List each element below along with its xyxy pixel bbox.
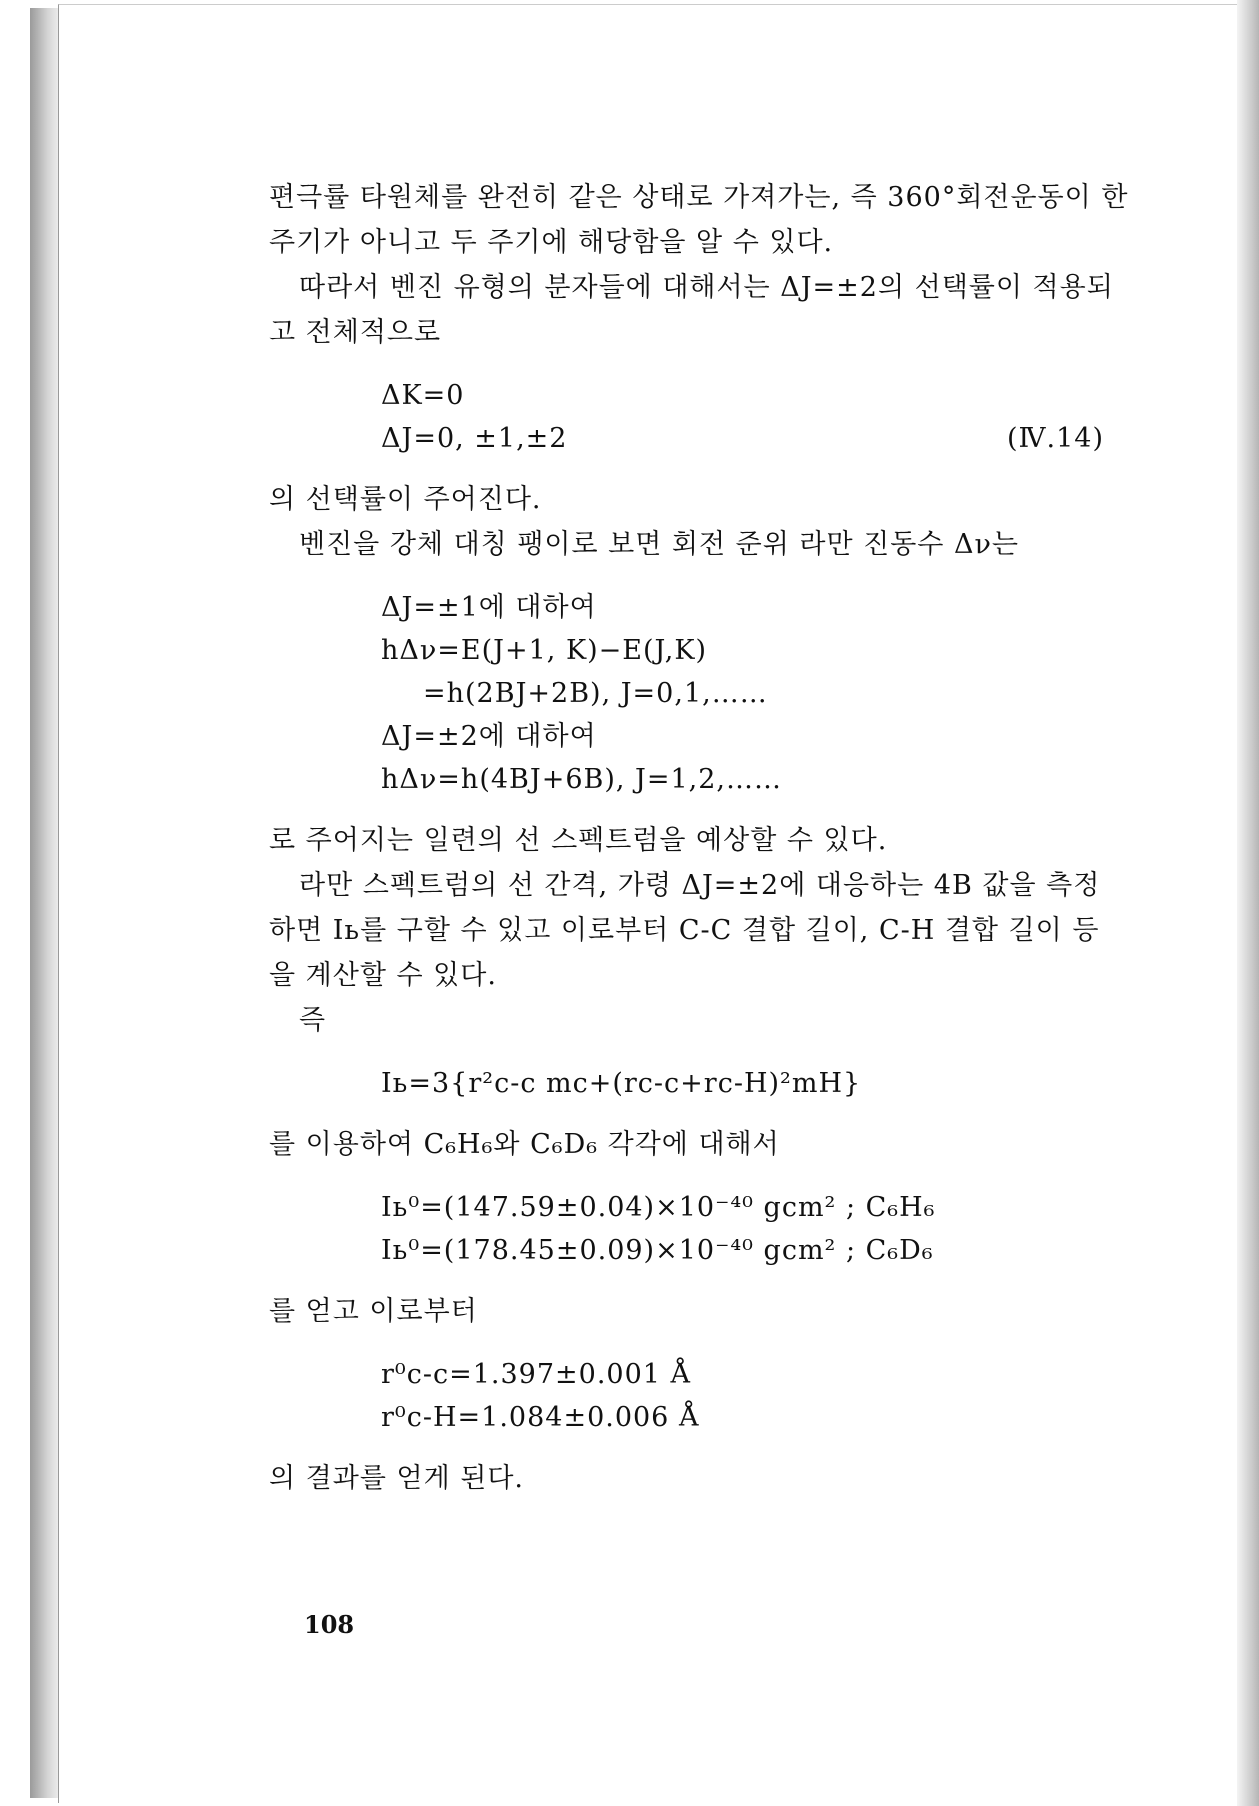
equation-moment: Iь=3{r²c-c mc+(rc-c+rc-H)²mH}	[381, 1068, 862, 1099]
paragraph-1-line-2: 주기가 아니고 두 주기에 해당함을 알 수 있다.	[269, 227, 834, 258]
equation-r-cc: r⁰c-c=1.397±0.001 Å	[381, 1359, 692, 1390]
raman-frequency-equations	[381, 585, 1159, 800]
paragraph-2-line-2: 고 전체적으로	[269, 317, 442, 348]
equation-raman-1b: =h(2BJ+2B), J=0,1,……	[423, 678, 768, 709]
equation-ib-c6h6: Iь⁰=(147.59±0.04)×10⁻⁴⁰ gcm² ; C₆H₆	[381, 1192, 936, 1223]
paragraph-10: 의 결과를 얻게 된다.	[269, 1463, 524, 1494]
equation-ib-c6d6: Iь⁰=(178.45±0.09)×10⁻⁴⁰ gcm² ; C₆D₆	[381, 1235, 934, 1266]
paragraph-9: 를 얻고 이로부터	[269, 1296, 478, 1327]
moment-of-inertia-equation	[381, 1061, 1159, 1104]
paragraph-4: 벤진을 강체 대칭 팽이로 보면 회전 준위 라만 진동수 Δν는	[299, 529, 1019, 560]
paragraph-2-line-1: 따라서 벤진 유형의 분자들에 대해서는 ΔJ=±2의 선택률이 적용되	[299, 272, 1114, 303]
equation-raman-2: hΔν=h(4BJ+6B), J=1,2,……	[381, 764, 782, 795]
paragraph-8: 를 이용하여 C₆H₆와 C₆D₆ 각각에 대해서	[269, 1129, 780, 1160]
equation-delta-k: ΔK=0	[381, 380, 465, 411]
book-page	[58, 4, 1237, 1803]
equation-raman-2-condition: ΔJ=±2에 대하여	[381, 721, 597, 752]
equation-number: (Ⅳ.14)	[1007, 423, 1104, 454]
page-number: 108	[304, 1610, 355, 1639]
paragraph-5: 로 주어지는 일련의 선 스펙트럼을 예상할 수 있다.	[269, 825, 888, 856]
page-content	[269, 175, 1159, 1501]
equation-delta-j: ΔJ=0, ±1,±2 (Ⅳ.14)	[381, 416, 1159, 459]
paragraph-7: 즉	[299, 1005, 327, 1036]
paragraph-1-line-1: 편극률 타원체를 완전히 같은 상태로 가져가는, 즉 360°회전운동이 한	[269, 182, 1129, 213]
equation-r-ch: r⁰c-H=1.084±0.006 Å	[381, 1402, 700, 1433]
selection-rule-equations	[381, 373, 1159, 459]
paragraph-6-line-3: 을 계산할 수 있다.	[269, 960, 497, 991]
paragraph-3: 의 선택률이 주어진다.	[269, 484, 542, 515]
equation-raman-1-condition: ΔJ=±1에 대하여	[381, 592, 597, 623]
equation-raman-1a: hΔν=E(J+1, K)−E(J,K)	[381, 635, 708, 666]
bond-length-equations	[381, 1352, 1159, 1438]
book-spine-shadow	[30, 8, 60, 1798]
paragraph-6-line-1: 라만 스펙트럼의 선 간격, 가령 ΔJ=±2에 대응하는 4B 값을 측정	[299, 870, 1101, 901]
measured-moment-equations	[381, 1185, 1159, 1271]
paragraph-6-line-2: 하면 Iь를 구할 수 있고 이로부터 C-C 결합 길이, C-H 결합 길이 등	[269, 915, 1100, 946]
page-edge-shadow	[1237, 0, 1259, 1806]
